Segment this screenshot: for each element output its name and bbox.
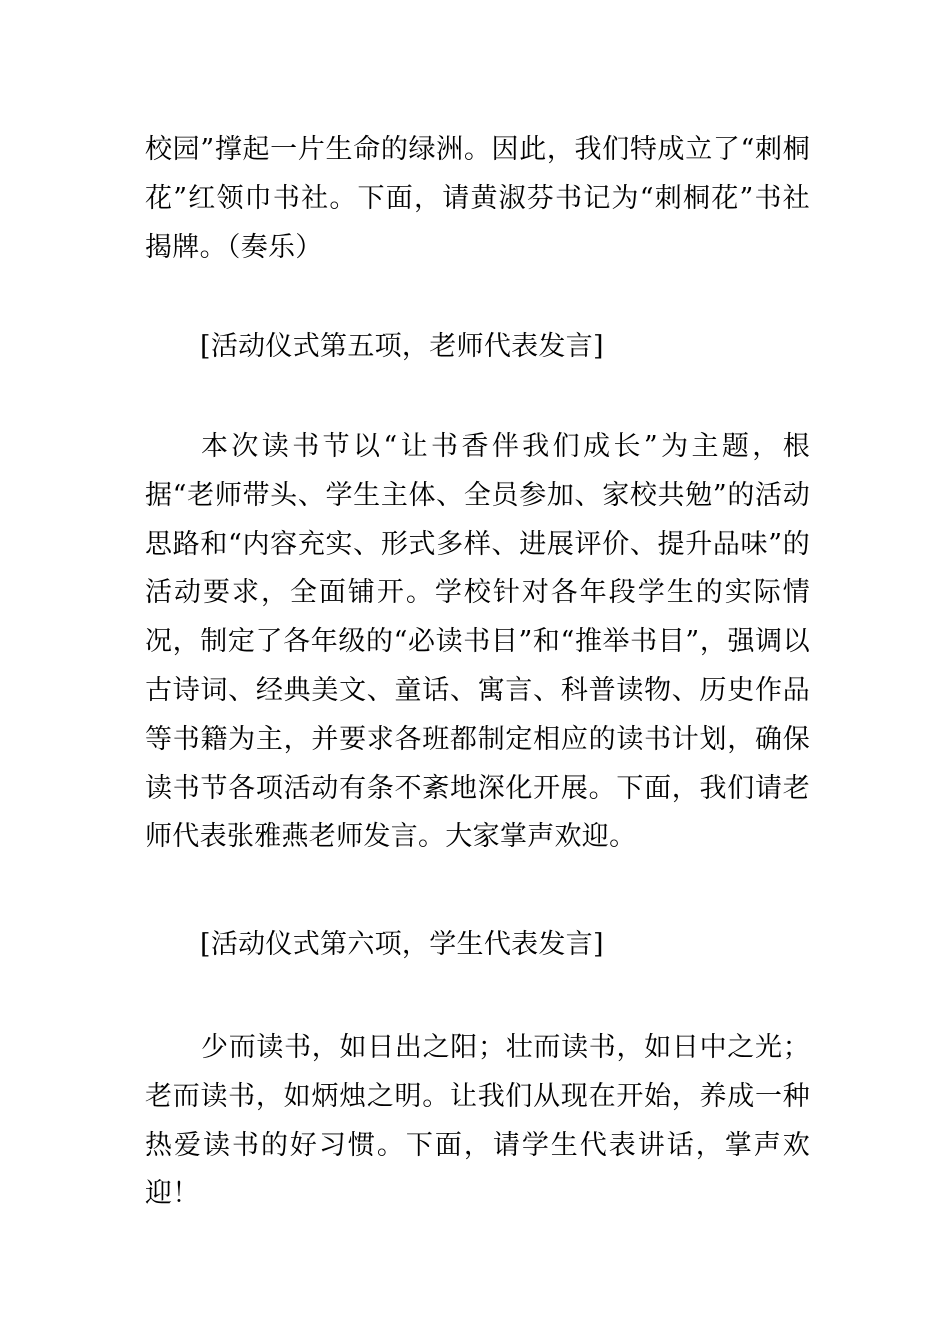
paragraph-student-speech: 少而读书，如日出之阳；壮而读书，如日中之光；老而读书，如炳烛之明。让我们从现在开始，养成一种热爱读书的好习惯。下面，请学生代表讲话，掌声欢迎！: [145, 1032, 810, 1210]
paragraph-reading-festival: 本次读书节以“让书香伴我们成长”为主题，根据“老师带头、学生主体、全员参加、家校共勉”的活动思路和“内容充实、形式多样、进展评价、提升品味”的活动要求，全面铺开。学校针对各年段学生的实际情况，制定了各年级的“必读书目”和“推举书目”，强调以古诗词、经典美文、童话、寓言、科普读物、历史作品等书籍为主，并要求各班都制定相应的读书计划，确保读书节各项活动有条不紊地深化开展。下面，我们请老师代表张雅燕老师发言。大家掌声欢迎。: [145, 431, 810, 853]
paragraph-book-club: 校园”撑起一片生命的绿洲。因此，我们特成立了“刺桐花”红领巾书社。下面，请黄淑芬书记为“刺桐花”书社揭牌。（奏乐）: [145, 134, 810, 263]
section-heading-item-five: [活动仪式第五项，老师代表发言]: [200, 331, 604, 362]
section-heading-item-six: [活动仪式第六项，学生代表发言]: [200, 929, 604, 960]
